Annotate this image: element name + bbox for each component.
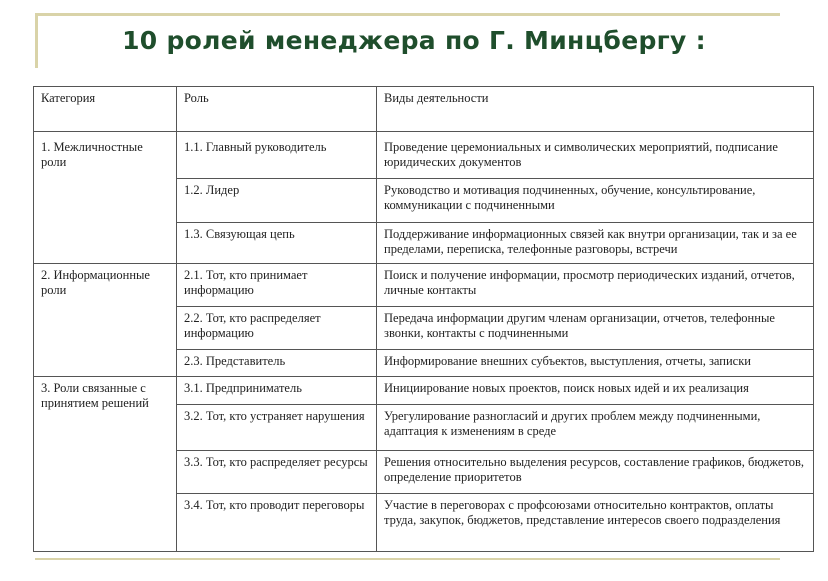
header-role: Роль (177, 87, 377, 132)
decorative-bottom-line (35, 558, 780, 560)
table-row (34, 264, 814, 307)
activities-cell: Инициирование новых проектов, поиск новых идей и их реализация (377, 377, 814, 405)
activities-cell: Поддерживание информационных связей как внутри организации, так и за ее пределами, переписка, телефонные разговоры, встречи (377, 223, 814, 264)
activities-cell: Проведение церемониальных и символических мероприятий, подписание юридических документов (377, 132, 814, 179)
role-cell: 3.1. Предприниматель (177, 377, 377, 405)
activities-cell: Руководство и мотивация подчиненных, обучение, консультирование, коммуникации с подчиненными (377, 179, 814, 223)
roles-table (33, 86, 814, 552)
decorative-top-line (35, 13, 780, 16)
role-cell: 2.2. Тот, кто распределяет информацию (177, 307, 377, 350)
role-cell: 1.2. Лидер (177, 179, 377, 223)
activities-cell: Урегулирование разногласий и других проблем между подчиненными, адаптация к изменениям в среде (377, 405, 814, 451)
role-cell: 1.1. Главный руководитель (177, 132, 377, 179)
activities-cell: Поиск и получение информации, просмотр периодических изданий, отчетов, личные контакты (377, 264, 814, 307)
page-title: 10 ролей менеджера по Г. Минцбергу : (122, 26, 706, 55)
role-cell: 2.1. Тот, кто принимает информацию (177, 264, 377, 307)
category-cell: 2. Информационные роли (34, 264, 177, 377)
activities-cell: Участие в переговорах с профсоюзами относительно контрактов, оплаты труда, закупок, бюджетов, представление интересов своего подразделения (377, 494, 814, 552)
table-header-row (34, 87, 814, 132)
role-cell: 1.3. Связующая цепь (177, 223, 377, 264)
table-row (34, 377, 814, 405)
table-row (34, 132, 814, 179)
header-category: Категория (34, 87, 177, 132)
role-cell: 3.3. Тот, кто распределяет ресурсы (177, 451, 377, 494)
role-cell: 3.4. Тот, кто проводит переговоры (177, 494, 377, 552)
role-cell: 3.2. Тот, кто устраняет нарушения (177, 405, 377, 451)
category-cell: 1. Межличностные роли (34, 132, 177, 264)
role-cell: 2.3. Представитель (177, 350, 377, 377)
activities-cell: Решения относительно выделения ресурсов, составление графиков, бюджетов, определение приоритетов (377, 451, 814, 494)
category-cell: 3. Роли связанные с принятием решений (34, 377, 177, 552)
activities-cell: Передача информации другим членам организации, отчетов, телефонные звонки, контакты с подчиненными (377, 307, 814, 350)
header-activities: Виды деятельности (377, 87, 814, 132)
activities-cell: Информирование внешних субъектов, выступления, отчеты, записки (377, 350, 814, 377)
